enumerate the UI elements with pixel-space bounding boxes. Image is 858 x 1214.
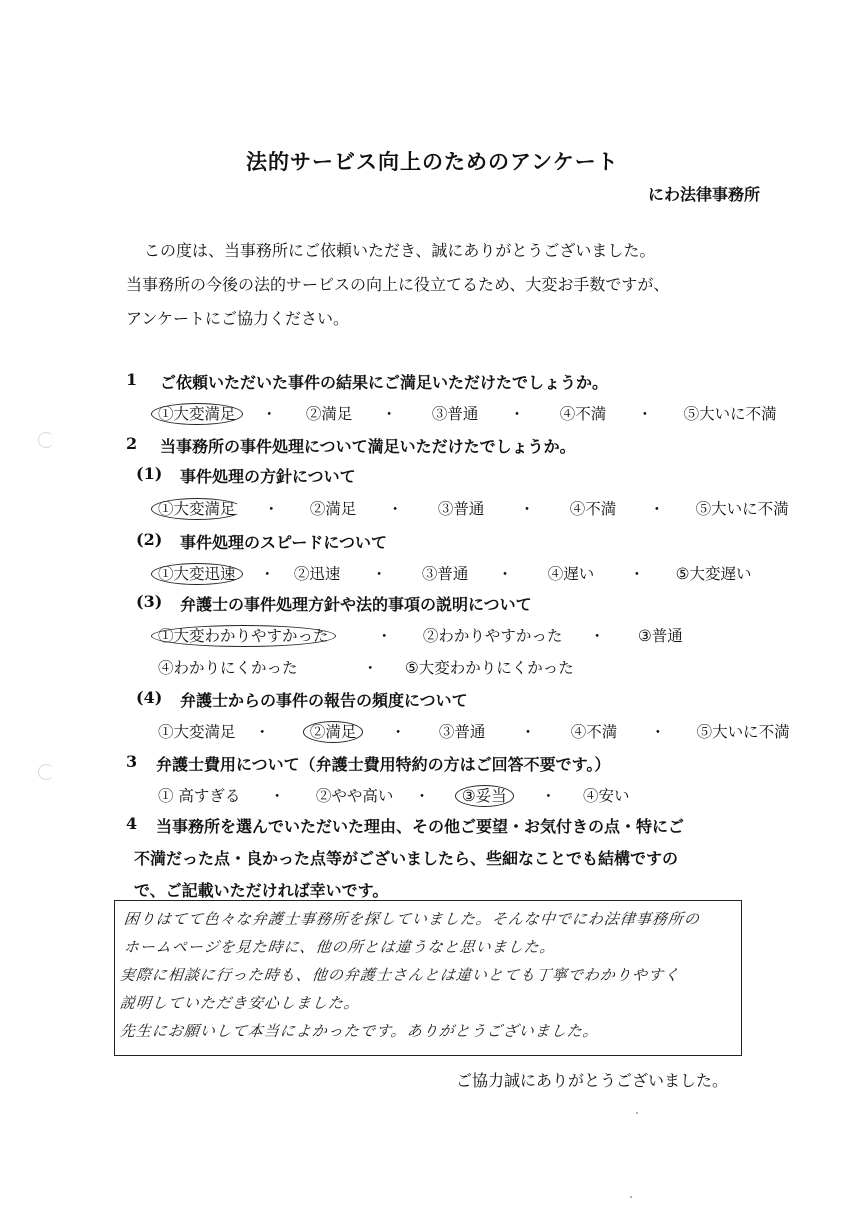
q3-options — [158, 784, 630, 806]
answer-line-1: 困りはてて色々な弁護士事務所を探していました。そんな中でにわ法律事務所の — [123, 910, 701, 928]
q4-line-2: 不満だった点・良かった点等がございましたら、些細なことでも結構ですの — [134, 849, 679, 868]
separator: ・ — [650, 723, 666, 741]
q2-1-text: 事件処理の方針について — [180, 467, 356, 486]
answer-line-3: 実際に相談に行った時も、他の弁護士さんとは違いとても丁寧でわかりやすく — [119, 966, 681, 984]
q2-4-option-4[interactable]: ④不満 — [570, 723, 618, 741]
q3-option-2[interactable]: ②やや高い — [315, 787, 394, 805]
q2-3-options-line2 — [158, 656, 574, 678]
q2-3-label: (3) — [136, 592, 163, 611]
answer-line-5: 先生にお願いして本当によかったです。ありがとうございました。 — [119, 1022, 600, 1040]
separator: ・ — [254, 723, 270, 741]
q1-option-3[interactable]: ③普通 — [431, 405, 479, 423]
q2-1-option-4[interactable]: ④不満 — [569, 500, 617, 518]
q2-3-options-line1 — [158, 624, 683, 646]
q2-4-label: (4) — [136, 688, 163, 707]
intro-line-2: 当事務所の今後の法的サービスの向上に役立てるため、大変お手数ですが、 — [126, 275, 670, 294]
q1-number: 1 — [126, 370, 138, 389]
q1-option-4[interactable]: ④不満 — [559, 405, 607, 423]
office-name: にわ法律事務所 — [648, 185, 761, 204]
separator: ・ — [263, 500, 279, 518]
separator: ・ — [371, 565, 387, 583]
q3-option-1[interactable]: ① 高すぎる — [158, 787, 241, 805]
q2-2-option-5[interactable]: ⑤大変遅い — [675, 565, 752, 583]
q2-4-option-3[interactable]: ③普通 — [438, 723, 486, 741]
q3-text: 弁護士費用について（弁護士費用特約の方はご回答不要です。） — [156, 755, 611, 774]
separator: ・ — [390, 723, 406, 741]
q2-1-label: (1) — [136, 464, 163, 483]
q2-2-options — [158, 562, 752, 584]
q4-line-1: 当事務所を選んでいただいた理由、その他ご要望・お気付きの点・特にご — [156, 817, 685, 836]
q2-2-option-selected[interactable]: ①大変迅速 — [151, 563, 243, 585]
q2-2-option-2[interactable]: ②迅速 — [293, 565, 341, 583]
q2-2-text: 事件処理のスピードについて — [180, 533, 388, 552]
q1-option-5[interactable]: ⑤大いに不満 — [683, 405, 777, 423]
q2-text: 当事務所の事件処理について満足いただけたでしょうか。 — [160, 437, 576, 456]
survey-title: 法的サービス向上のためのアンケート — [246, 149, 619, 174]
separator: ・ — [629, 565, 645, 583]
q2-3-option-5[interactable]: ⑤大変わかりにくかった — [404, 659, 574, 677]
answer-line-4: 説明していただき安心しました。 — [119, 994, 361, 1012]
q2-2-label: (2) — [136, 530, 163, 549]
separator: ・ — [649, 500, 665, 518]
separator: ・ — [497, 565, 513, 583]
q2-1-option-selected[interactable]: ①大変満足 — [151, 498, 243, 520]
separator: ・ — [376, 627, 392, 645]
separator: ・ — [387, 500, 403, 518]
closing-thanks: ご協力誠にありがとうございました。 — [456, 1071, 729, 1090]
separator: ・ — [540, 787, 557, 805]
q3-option-selected[interactable]: ③妥当 — [455, 785, 514, 807]
q1-text: ご依頼いただいた事件の結果にご満足いただけたでしょうか。 — [160, 373, 609, 392]
q2-4-text: 弁護士からの事件の報告の頻度について — [180, 691, 468, 710]
separator: ・ — [637, 405, 653, 423]
q2-number: 2 — [126, 434, 138, 453]
scan-speck — [636, 1112, 638, 1114]
scan-speck — [630, 1196, 632, 1198]
punch-hole-mark — [38, 432, 54, 448]
separator: ・ — [589, 627, 605, 645]
q2-1-option-3[interactable]: ③普通 — [437, 500, 485, 518]
punch-hole-mark — [38, 764, 54, 780]
q2-4-option-selected[interactable]: ②満足 — [303, 721, 364, 743]
separator: ・ — [261, 405, 277, 423]
answer-line-2: ホームページを見た時に、他の所とは違うなと思いました。 — [123, 938, 557, 956]
q4-line-3: で、ご記載いただければ幸いです。 — [134, 881, 389, 900]
q2-4-option-5[interactable]: ⑤大いに不満 — [696, 723, 790, 741]
separator: ・ — [269, 787, 285, 805]
separator: ・ — [259, 565, 275, 583]
q2-2-option-4[interactable]: ④遅い — [547, 565, 595, 583]
q2-3-text: 弁護士の事件処理方針や法的事項の説明について — [180, 595, 532, 614]
q3-option-4[interactable]: ④安い — [583, 787, 630, 805]
q2-1-options — [158, 497, 789, 519]
q1-option-2[interactable]: ②満足 — [305, 405, 353, 423]
q2-1-option-5[interactable]: ⑤大いに不満 — [695, 500, 789, 518]
separator: ・ — [509, 405, 525, 423]
q2-4-option-1[interactable]: ①大変満足 — [158, 723, 236, 741]
q2-3-option-3[interactable]: ③普通 — [637, 627, 683, 645]
separator: ・ — [520, 723, 536, 741]
separator: ・ — [362, 659, 378, 677]
q1-options — [158, 402, 777, 424]
separator: ・ — [381, 405, 397, 423]
q2-2-option-3[interactable]: ③普通 — [421, 565, 469, 583]
q2-3-option-selected[interactable]: ①大変わかりやすかった — [151, 625, 336, 647]
intro-line-1: この度は、当事務所にご依頼いただき、誠にありがとうございました。 — [144, 241, 656, 260]
q2-3-option-4[interactable]: ④わかりにくかった — [158, 659, 298, 677]
separator: ・ — [414, 787, 430, 805]
q3-number: 3 — [126, 752, 138, 771]
q2-4-options — [158, 720, 790, 742]
q1-option-selected[interactable]: ①大変満足 — [151, 403, 243, 425]
separator: ・ — [519, 500, 535, 518]
q2-1-option-2[interactable]: ②満足 — [309, 500, 357, 518]
q4-number: 4 — [126, 814, 138, 833]
intro-line-3: アンケートにご協力ください。 — [126, 309, 350, 328]
q2-3-option-2[interactable]: ②わかりやすかった — [422, 627, 563, 645]
